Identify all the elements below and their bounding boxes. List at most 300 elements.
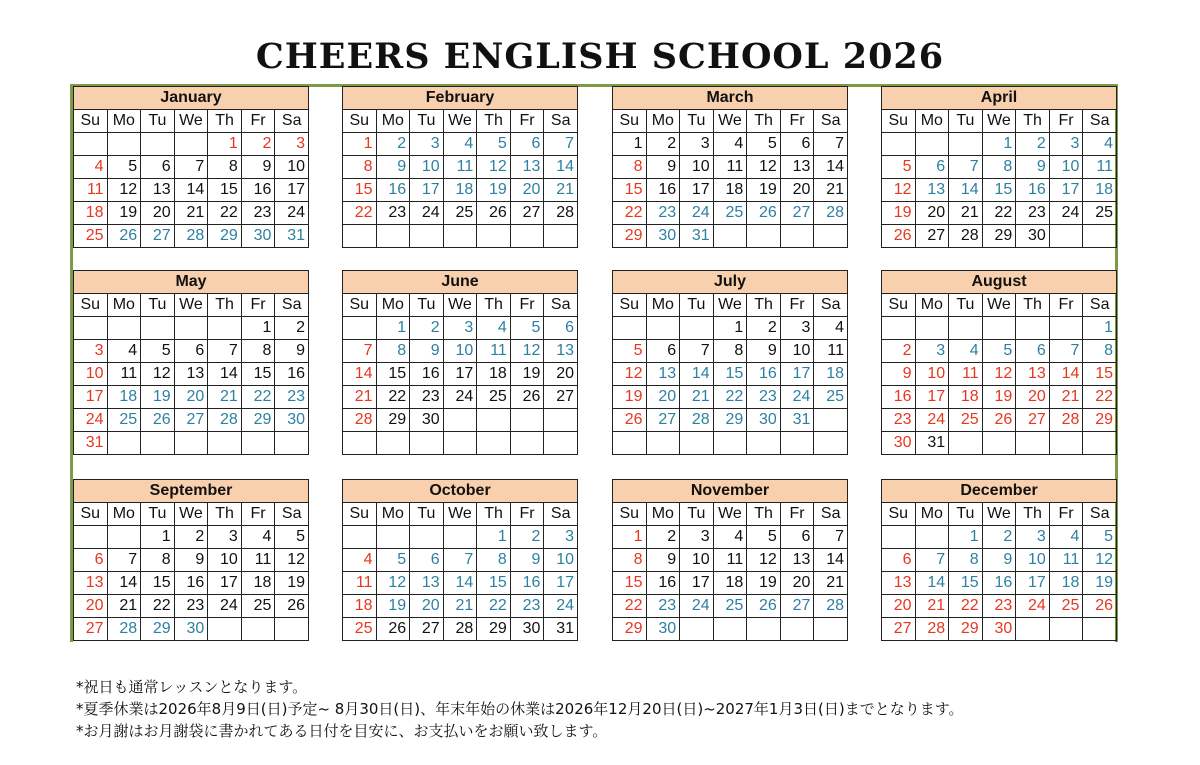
empty-day-cell (74, 317, 108, 340)
week-row (882, 595, 1117, 618)
day-cell: 29 (982, 225, 1016, 248)
day-cell: 11 (74, 179, 108, 202)
day-cell: 30 (174, 618, 208, 641)
day-cell: 26 (882, 225, 916, 248)
day-cell: 10 (74, 363, 108, 386)
weekday-label: Sa (1083, 503, 1117, 526)
weekday-label: Sa (1083, 110, 1117, 133)
empty-day-cell (882, 317, 916, 340)
day-cell: 24 (1049, 202, 1083, 225)
note-line: *お月謝はお月謝袋に書かれてある日付を目安に、お支払いをお願い致します。 (76, 722, 608, 740)
empty-day-cell (814, 432, 848, 455)
day-cell: 21 (915, 595, 949, 618)
month-calendar-may (73, 270, 309, 455)
day-cell: 12 (982, 363, 1016, 386)
weekday-label: Sa (275, 503, 309, 526)
day-cell: 27 (410, 618, 444, 641)
weekday-label: We (713, 110, 747, 133)
day-cell: 21 (814, 572, 848, 595)
month-name: April (882, 87, 1117, 110)
weekday-label: Th (477, 110, 511, 133)
day-cell: 28 (107, 618, 141, 641)
weekday-label: Su (882, 503, 916, 526)
weekday-label: We (443, 503, 477, 526)
day-cell: 3 (915, 340, 949, 363)
week-row (613, 618, 848, 641)
day-cell: 12 (882, 179, 916, 202)
day-cell: 11 (949, 363, 983, 386)
day-cell: 24 (410, 202, 444, 225)
empty-day-cell (713, 432, 747, 455)
day-cell: 24 (680, 595, 714, 618)
weekday-label: We (713, 294, 747, 317)
day-cell: 1 (343, 133, 377, 156)
day-cell: 27 (141, 225, 175, 248)
day-cell: 27 (780, 595, 814, 618)
weekday-label: Tu (949, 294, 983, 317)
day-cell: 19 (477, 179, 511, 202)
day-cell: 11 (713, 549, 747, 572)
weekday-label: Su (613, 294, 647, 317)
week-row (613, 549, 848, 572)
day-cell: 22 (477, 595, 511, 618)
week-row (613, 225, 848, 248)
day-cell: 16 (646, 179, 680, 202)
day-cell: 11 (1049, 549, 1083, 572)
day-cell: 13 (915, 179, 949, 202)
weekday-label: Fr (1049, 503, 1083, 526)
day-cell: 23 (275, 386, 309, 409)
weekday-label: Th (208, 503, 242, 526)
empty-day-cell (208, 618, 242, 641)
day-cell: 9 (646, 549, 680, 572)
day-cell: 19 (376, 595, 410, 618)
day-cell: 18 (1049, 572, 1083, 595)
weekday-label: Mo (646, 110, 680, 133)
day-cell: 20 (915, 202, 949, 225)
day-cell: 11 (241, 549, 275, 572)
weekday-label: Su (613, 110, 647, 133)
week-row (613, 432, 848, 455)
day-cell: 15 (982, 179, 1016, 202)
day-cell: 7 (915, 549, 949, 572)
month-calendar-june (342, 270, 578, 455)
week-row (74, 618, 309, 641)
day-cell: 6 (141, 156, 175, 179)
week-row (882, 572, 1117, 595)
empty-day-cell (74, 526, 108, 549)
day-cell: 13 (74, 572, 108, 595)
empty-day-cell (646, 432, 680, 455)
day-cell: 9 (646, 156, 680, 179)
day-cell: 5 (510, 317, 544, 340)
weekday-label: We (174, 294, 208, 317)
day-cell: 7 (1049, 340, 1083, 363)
weekday-label: Th (477, 503, 511, 526)
weekday-label: Fr (241, 503, 275, 526)
day-cell: 21 (544, 179, 578, 202)
day-cell: 23 (882, 409, 916, 432)
day-cell: 14 (343, 363, 377, 386)
day-cell: 25 (241, 595, 275, 618)
day-cell: 8 (982, 156, 1016, 179)
day-cell: 2 (275, 317, 309, 340)
day-cell: 5 (275, 526, 309, 549)
day-cell: 30 (1016, 225, 1050, 248)
week-row (882, 202, 1117, 225)
day-cell: 4 (241, 526, 275, 549)
day-cell: 17 (680, 179, 714, 202)
month-calendar-september (73, 479, 309, 641)
day-cell: 7 (814, 526, 848, 549)
empty-day-cell (443, 526, 477, 549)
week-row (343, 363, 578, 386)
day-cell: 20 (780, 572, 814, 595)
empty-day-cell (1016, 618, 1050, 641)
empty-day-cell (680, 317, 714, 340)
day-cell: 9 (982, 549, 1016, 572)
day-cell: 26 (613, 409, 647, 432)
day-cell: 3 (680, 133, 714, 156)
week-row (882, 179, 1117, 202)
week-row (882, 133, 1117, 156)
weekday-label: Fr (510, 110, 544, 133)
day-cell: 5 (141, 340, 175, 363)
day-cell: 18 (1083, 179, 1117, 202)
day-cell: 1 (1083, 317, 1117, 340)
empty-day-cell (814, 409, 848, 432)
empty-day-cell (1049, 432, 1083, 455)
month-name: October (343, 480, 578, 503)
empty-day-cell (477, 432, 511, 455)
day-cell: 6 (882, 549, 916, 572)
empty-day-cell (1083, 618, 1117, 641)
day-cell: 27 (1016, 409, 1050, 432)
day-cell: 2 (510, 526, 544, 549)
day-cell: 13 (510, 156, 544, 179)
empty-day-cell (882, 133, 916, 156)
day-cell: 11 (343, 572, 377, 595)
day-cell: 19 (1083, 572, 1117, 595)
empty-day-cell (1049, 225, 1083, 248)
day-cell: 26 (747, 595, 781, 618)
weekday-label: Tu (410, 503, 444, 526)
empty-day-cell (208, 432, 242, 455)
day-cell: 8 (343, 156, 377, 179)
week-row (882, 409, 1117, 432)
day-cell: 13 (882, 572, 916, 595)
month-name: July (613, 271, 848, 294)
day-cell: 4 (713, 133, 747, 156)
day-cell: 25 (713, 202, 747, 225)
weekday-label: Fr (780, 503, 814, 526)
week-row (613, 526, 848, 549)
day-cell: 3 (74, 340, 108, 363)
week-row (343, 526, 578, 549)
empty-day-cell (780, 225, 814, 248)
month-calendar-january (73, 86, 309, 248)
day-cell: 18 (74, 202, 108, 225)
day-cell: 9 (747, 340, 781, 363)
day-cell: 20 (780, 179, 814, 202)
day-cell: 19 (613, 386, 647, 409)
week-row (343, 156, 578, 179)
week-row (74, 363, 309, 386)
empty-day-cell (982, 317, 1016, 340)
day-cell: 14 (680, 363, 714, 386)
day-cell: 1 (949, 526, 983, 549)
day-cell: 10 (544, 549, 578, 572)
month-calendar-august (881, 270, 1117, 455)
day-cell: 14 (443, 572, 477, 595)
day-cell: 23 (510, 595, 544, 618)
day-cell: 29 (949, 618, 983, 641)
day-cell: 1 (376, 317, 410, 340)
day-cell: 6 (1016, 340, 1050, 363)
weekday-label: Tu (141, 294, 175, 317)
week-row (613, 386, 848, 409)
day-cell: 8 (1083, 340, 1117, 363)
day-cell: 12 (1083, 549, 1117, 572)
day-cell: 22 (613, 202, 647, 225)
empty-day-cell (343, 432, 377, 455)
day-cell: 24 (275, 202, 309, 225)
week-row (882, 618, 1117, 641)
week-row (343, 618, 578, 641)
weekday-label: We (174, 110, 208, 133)
empty-day-cell (410, 432, 444, 455)
week-row (74, 595, 309, 618)
day-cell: 12 (747, 549, 781, 572)
day-cell: 10 (410, 156, 444, 179)
day-cell: 4 (74, 156, 108, 179)
day-cell: 18 (107, 386, 141, 409)
day-cell: 18 (241, 572, 275, 595)
weekday-label: We (982, 294, 1016, 317)
day-cell: 5 (747, 526, 781, 549)
day-cell: 24 (443, 386, 477, 409)
empty-day-cell (107, 432, 141, 455)
day-cell: 23 (376, 202, 410, 225)
empty-day-cell (376, 225, 410, 248)
day-cell: 27 (174, 409, 208, 432)
day-cell: 7 (544, 133, 578, 156)
day-cell: 18 (814, 363, 848, 386)
day-cell: 5 (107, 156, 141, 179)
notes (76, 676, 964, 742)
week-row (343, 409, 578, 432)
day-cell: 7 (174, 156, 208, 179)
day-cell: 2 (646, 133, 680, 156)
empty-day-cell (443, 225, 477, 248)
day-cell: 10 (275, 156, 309, 179)
day-cell: 15 (949, 572, 983, 595)
weekday-label: Tu (949, 110, 983, 133)
weekday-label: Th (1016, 503, 1050, 526)
empty-day-cell (174, 432, 208, 455)
day-cell: 30 (510, 618, 544, 641)
day-cell: 22 (713, 386, 747, 409)
day-cell: 3 (443, 317, 477, 340)
week-row (343, 340, 578, 363)
day-cell: 17 (1049, 179, 1083, 202)
day-cell: 2 (747, 317, 781, 340)
weekday-label: Mo (376, 294, 410, 317)
day-cell: 6 (780, 526, 814, 549)
day-cell: 29 (613, 618, 647, 641)
week-row (74, 549, 309, 572)
day-cell: 25 (1049, 595, 1083, 618)
week-row (882, 363, 1117, 386)
day-cell: 20 (74, 595, 108, 618)
day-cell: 7 (443, 549, 477, 572)
day-cell: 6 (510, 133, 544, 156)
month-name: December (882, 480, 1117, 503)
empty-day-cell (613, 317, 647, 340)
day-cell: 25 (713, 595, 747, 618)
empty-day-cell (477, 225, 511, 248)
day-cell: 1 (208, 133, 242, 156)
day-cell: 3 (275, 133, 309, 156)
week-row (613, 409, 848, 432)
day-cell: 9 (410, 340, 444, 363)
day-cell: 1 (613, 133, 647, 156)
day-cell: 17 (74, 386, 108, 409)
weekday-label: Tu (949, 503, 983, 526)
day-cell: 11 (713, 156, 747, 179)
weekday-label: Mo (376, 110, 410, 133)
day-cell: 4 (814, 317, 848, 340)
empty-day-cell (814, 618, 848, 641)
day-cell: 23 (410, 386, 444, 409)
week-row (882, 549, 1117, 572)
weekday-label: Fr (1049, 294, 1083, 317)
day-cell: 19 (747, 572, 781, 595)
empty-day-cell (343, 526, 377, 549)
week-row (343, 179, 578, 202)
day-cell: 22 (376, 386, 410, 409)
day-cell: 30 (241, 225, 275, 248)
empty-day-cell (1016, 317, 1050, 340)
day-cell: 14 (949, 179, 983, 202)
day-cell: 28 (1049, 409, 1083, 432)
week-row (343, 317, 578, 340)
day-cell: 25 (1083, 202, 1117, 225)
day-cell: 1 (477, 526, 511, 549)
week-row (343, 432, 578, 455)
day-cell: 25 (814, 386, 848, 409)
day-cell: 25 (74, 225, 108, 248)
month-calendar-april (881, 86, 1117, 248)
day-cell: 19 (982, 386, 1016, 409)
week-row (613, 179, 848, 202)
week-row (882, 526, 1117, 549)
day-cell: 13 (174, 363, 208, 386)
weekday-label: Fr (780, 110, 814, 133)
day-cell: 3 (1049, 133, 1083, 156)
empty-day-cell (780, 618, 814, 641)
day-cell: 26 (141, 409, 175, 432)
day-cell: 10 (680, 156, 714, 179)
note-line: *祝日も通常レッスンとなります。 (76, 678, 308, 696)
weekday-label: Th (208, 294, 242, 317)
day-cell: 30 (747, 409, 781, 432)
month-name: September (74, 480, 309, 503)
day-cell: 30 (882, 432, 916, 455)
day-cell: 17 (275, 179, 309, 202)
weekday-label: Mo (376, 503, 410, 526)
empty-day-cell (343, 317, 377, 340)
weekday-label: Fr (241, 294, 275, 317)
day-cell: 31 (915, 432, 949, 455)
weekday-label: Su (74, 294, 108, 317)
week-row (74, 409, 309, 432)
day-cell: 23 (747, 386, 781, 409)
weekday-label: Tu (680, 110, 714, 133)
weekday-label: Mo (107, 503, 141, 526)
empty-day-cell (747, 225, 781, 248)
day-cell: 14 (1049, 363, 1083, 386)
weekday-label: Th (477, 294, 511, 317)
day-cell: 19 (510, 363, 544, 386)
day-cell: 10 (915, 363, 949, 386)
day-cell: 13 (780, 156, 814, 179)
empty-day-cell (544, 432, 578, 455)
empty-day-cell (141, 432, 175, 455)
weekday-label: We (982, 503, 1016, 526)
day-cell: 19 (882, 202, 916, 225)
empty-day-cell (275, 618, 309, 641)
day-cell: 27 (915, 225, 949, 248)
empty-day-cell (915, 526, 949, 549)
weekday-label: Mo (915, 110, 949, 133)
weekday-label: Su (882, 294, 916, 317)
week-row (74, 225, 309, 248)
day-cell: 2 (646, 526, 680, 549)
empty-day-cell (510, 409, 544, 432)
day-cell: 22 (208, 202, 242, 225)
day-cell: 4 (107, 340, 141, 363)
empty-day-cell (814, 225, 848, 248)
empty-day-cell (544, 225, 578, 248)
day-cell: 8 (613, 156, 647, 179)
week-row (343, 133, 578, 156)
empty-day-cell (882, 526, 916, 549)
day-cell: 8 (713, 340, 747, 363)
empty-day-cell (949, 317, 983, 340)
day-cell: 28 (814, 595, 848, 618)
weekday-label: Su (882, 110, 916, 133)
week-row (74, 340, 309, 363)
empty-day-cell (107, 317, 141, 340)
day-cell: 30 (646, 225, 680, 248)
day-cell: 13 (646, 363, 680, 386)
day-cell: 21 (174, 202, 208, 225)
week-row (343, 572, 578, 595)
weekday-label: Sa (1083, 294, 1117, 317)
day-cell: 4 (713, 526, 747, 549)
day-cell: 4 (443, 133, 477, 156)
day-cell: 17 (410, 179, 444, 202)
day-cell: 17 (544, 572, 578, 595)
day-cell: 8 (208, 156, 242, 179)
weekday-label: Tu (680, 503, 714, 526)
day-cell: 2 (410, 317, 444, 340)
day-cell: 13 (141, 179, 175, 202)
month-calendar-november (612, 479, 848, 641)
week-row (74, 202, 309, 225)
day-cell: 15 (241, 363, 275, 386)
